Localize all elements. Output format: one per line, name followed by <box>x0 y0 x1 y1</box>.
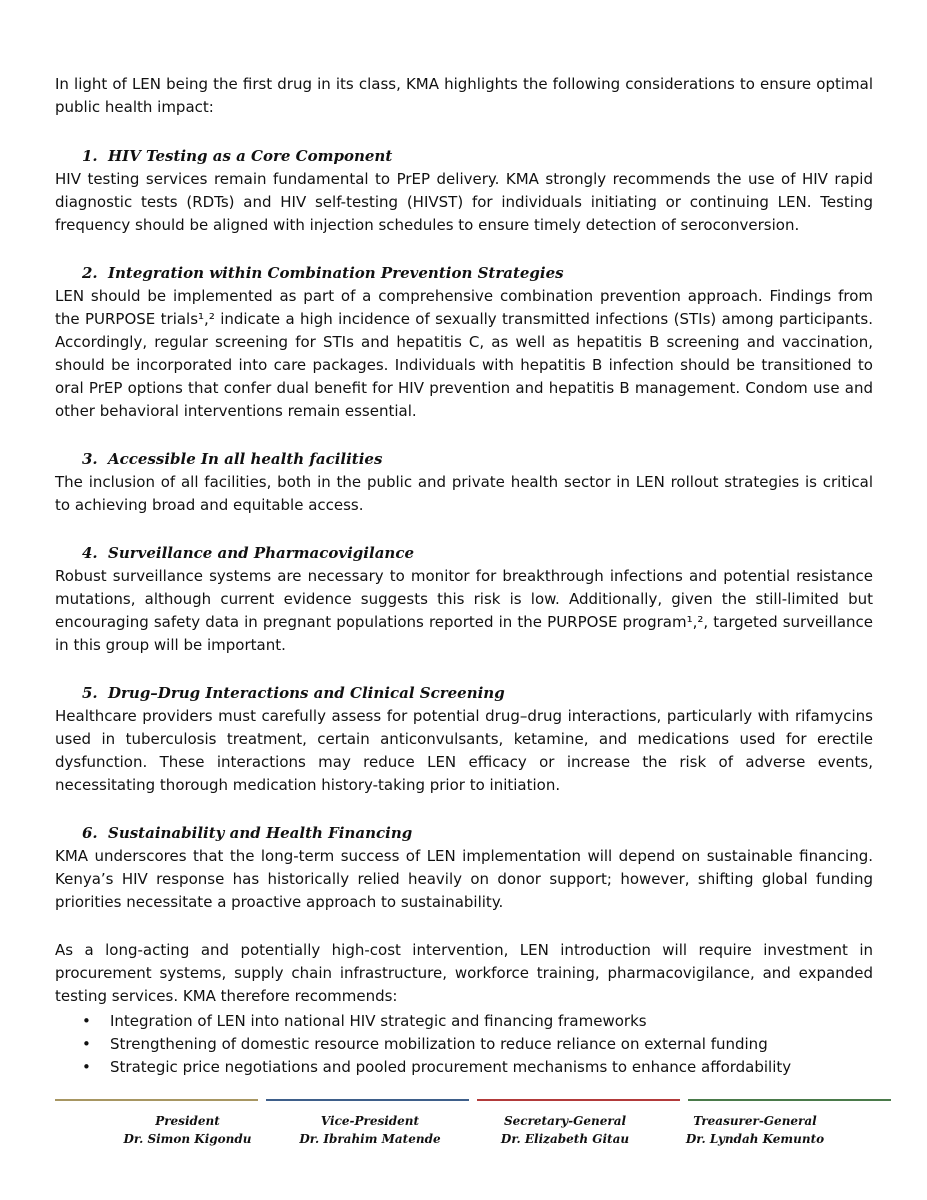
section-title: Integration within Combination Prevention Strategies <box>108 264 564 282</box>
section-title: Accessible In all health facilities <box>108 450 383 468</box>
intro-paragraph: In light of LEN being the first drug in its class, KMA highlights the following considerations to ensure optimal public health impact: <box>55 75 873 116</box>
section-drug-interactions <box>55 682 873 797</box>
officer-vice-president <box>275 1112 465 1148</box>
bullet-icon: • <box>82 1058 91 1076</box>
section-title: Sustainability and Health Financing <box>108 824 413 842</box>
section-number: 4. <box>82 544 98 562</box>
section-body: Robust surveillance systems are necessary to monitor for breakthrough infections and potential resistance mutations, although current evidence suggests this risk is low. Additionally, given the still-limited but encouraging safety data in pregnant populations reported in the PURPOSE program¹,², targeted surveillance in this group will be important. <box>55 567 873 654</box>
section-title: Drug–Drug Interactions and Clinical Screening <box>108 684 505 702</box>
section-accessible-facilities <box>55 448 873 517</box>
recommendation-list <box>55 1010 873 1079</box>
officers-footer <box>100 1112 860 1148</box>
section-combination-prevention <box>55 262 873 423</box>
section-number: 2. <box>82 264 98 282</box>
section-heading <box>55 822 873 845</box>
section-number: 3. <box>82 450 98 468</box>
section-title: HIV Testing as a Core Component <box>108 147 393 165</box>
list-item <box>55 1033 873 1056</box>
officer-name: Dr. Lyndah Kemunto <box>685 1132 825 1146</box>
section-heading <box>55 145 873 168</box>
section-heading <box>55 448 873 471</box>
officer-role: President <box>155 1114 220 1128</box>
list-item <box>55 1056 873 1079</box>
footer-line-red <box>477 1099 680 1101</box>
list-item-text: Strategic price negotiations and pooled procurement mechanisms to enhance affordability <box>110 1058 792 1076</box>
bullet-icon: • <box>82 1035 91 1053</box>
section-title: Surveillance and Pharmacovigilance <box>108 544 414 562</box>
section-body: LEN should be implemented as part of a comprehensive combination prevention approach. Findings from the PURPOSE trials¹,² indicate a high incidence of sexually transmitted infections (STIs) among participants. Accordingly, regular screening for STIs and hepatitis C, as well as hepatitis B screening and vaccination, should be incorporated into care packages. Individuals with hepatitis B infection should be transitioned to oral PrEP options that confer dual benefit for HIV prevention and hepatitis B management. Condom use and other behavioral interventions remain essential. <box>55 287 873 420</box>
officer-role: Secretary-General <box>503 1114 627 1128</box>
officer-role: Vice-President <box>320 1114 420 1128</box>
section-heading <box>55 542 873 565</box>
section-hiv-testing <box>55 145 873 237</box>
section-body: Healthcare providers must carefully assess for potential drug–drug interactions, particularly with rifamycins used in tuberculosis treatment, certain anticonvulsants, ketamine, and medications used for erectile dysfunction. These interactions may reduce LEN efficacy or increase the risk of adverse events, necessitating thorough medication history-taking prior to initiation. <box>55 707 873 794</box>
officer-name: Dr. Ibrahim Matende <box>299 1132 441 1146</box>
officer-name: Dr. Simon Kigondu <box>123 1132 252 1146</box>
section-heading <box>55 682 873 705</box>
list-item <box>55 1010 873 1033</box>
section-number: 1. <box>82 147 98 165</box>
section-sustainability <box>55 822 873 914</box>
section-body: KMA underscores that the long-term success of LEN implementation will depend on sustainable financing. Kenya’s HIV response has historically relied heavily on donor support; however, shifting global funding priorities necessitate a proactive approach to sustainability. <box>55 847 873 911</box>
section-number: 5. <box>82 684 98 702</box>
financing-paragraph: As a long-acting and potentially high-cost intervention, LEN introduction will require investment in procurement systems, supply chain infrastructure, workforce training, pharmacovigilance, and expanded testing services. KMA therefore recommends: <box>55 941 873 1005</box>
officer-secretary-general <box>465 1112 665 1148</box>
list-item-text: Integration of LEN into national HIV strategic and financing frameworks <box>110 1012 647 1030</box>
officer-treasurer-general <box>665 1112 845 1148</box>
footer-line-blue <box>266 1099 469 1101</box>
officer-president <box>100 1112 275 1148</box>
section-number: 6. <box>82 824 98 842</box>
footer-divider <box>55 1099 891 1101</box>
section-body: HIV testing services remain fundamental to PrEP delivery. KMA strongly recommends the use of HIV rapid diagnostic tests (RDTs) and HIV self-testing (HIVST) for individuals initiating or continuing LEN. Testing frequency should be aligned with injection schedules to ensure timely detection of seroconversion. <box>55 170 873 234</box>
section-surveillance <box>55 542 873 657</box>
list-item-text: Strengthening of domestic resource mobilization to reduce reliance on external funding <box>110 1035 768 1053</box>
document-body <box>55 73 873 1079</box>
bullet-icon: • <box>82 1012 91 1030</box>
section-heading <box>55 262 873 285</box>
officer-name: Dr. Elizabeth Gitau <box>500 1132 630 1146</box>
section-body: The inclusion of all facilities, both in the public and private health sector in LEN rollout strategies is critical to achieving broad and equitable access. <box>55 473 873 514</box>
officer-role: Treasurer-General <box>693 1114 817 1128</box>
footer-line-gold <box>55 1099 258 1101</box>
footer-line-green <box>688 1099 891 1101</box>
